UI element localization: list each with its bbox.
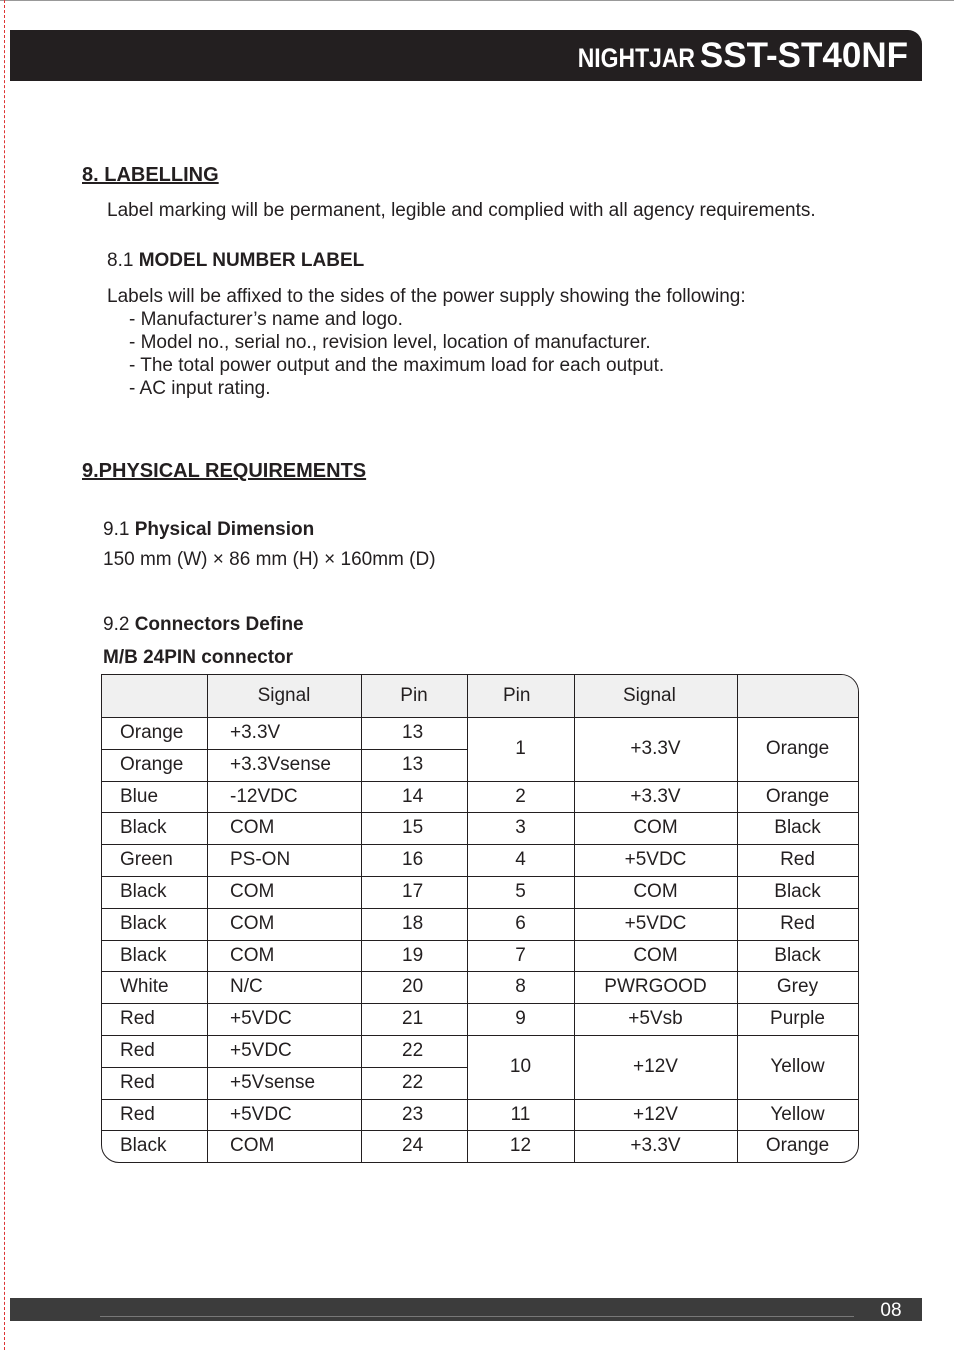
subsection-8-1	[107, 250, 364, 272]
table-cell: 24	[402, 1135, 424, 1157]
page-number: 08	[880, 1300, 902, 1321]
subsection-number: 9.2	[103, 614, 130, 635]
table-cell: Black	[774, 880, 821, 902]
table-cell: PWRGOOD	[604, 976, 707, 998]
list-item: - Model no., serial no., revision level, location of manufacturer.	[129, 332, 651, 353]
table-cell: Red	[120, 1039, 155, 1061]
table-cell: +3.3V	[630, 737, 681, 759]
table-rule	[102, 1099, 467, 1100]
table-cell: N/C	[230, 976, 263, 998]
table-rule	[102, 749, 467, 750]
table-cell: Purple	[770, 1008, 825, 1030]
table-cell: Red	[120, 1071, 155, 1093]
top-rule	[0, 0, 954, 1]
table-cell: +12V	[633, 1055, 678, 1077]
table-cell: 3	[515, 817, 526, 839]
table-cell: COM	[230, 817, 275, 839]
table-rule	[467, 1099, 858, 1100]
table-cell: Black	[120, 817, 167, 839]
table-cell: 15	[402, 817, 424, 839]
table-rule	[102, 781, 467, 782]
table-cell: Green	[120, 849, 173, 871]
table-cell: 20	[402, 976, 424, 998]
table-cell: 4	[515, 849, 526, 871]
table-cell: Black	[120, 880, 167, 902]
model-name: SST-ST40NF	[699, 36, 908, 75]
table-rule	[102, 1035, 467, 1036]
list-item: - AC input rating.	[129, 378, 271, 399]
table-cell: Black	[774, 944, 821, 966]
table-cell: PS-ON	[230, 849, 291, 871]
table-cell: Red	[780, 912, 815, 934]
table-cell: Black	[120, 912, 167, 934]
table-cell: Signal	[623, 685, 676, 706]
table-rule	[102, 876, 467, 877]
table-cell: Orange	[765, 1135, 830, 1157]
table-cell: 14	[402, 785, 424, 807]
table-cell: Red	[120, 1103, 155, 1125]
table-cell: +12V	[633, 1103, 678, 1125]
cut-line	[4, 0, 5, 1350]
table-rule	[467, 1003, 858, 1004]
dimension-text: 150 mm (W) × 86 mm (H) × 160mm (D)	[103, 549, 436, 570]
table-cell: 22	[402, 1039, 424, 1061]
table-cell: 8	[515, 976, 526, 998]
table-cell: Orange	[120, 753, 184, 775]
table-cell: Black	[120, 944, 167, 966]
footer-line	[100, 1316, 854, 1317]
table-cell: 13	[402, 753, 424, 775]
table-cell: +5Vsb	[628, 1008, 683, 1030]
table-cell: COM	[230, 944, 275, 966]
table-rule	[102, 971, 467, 972]
subsection-title: MODEL NUMBER LABEL	[138, 250, 365, 271]
table-rule	[102, 1003, 467, 1004]
section-8-intro: Label marking will be permanent, legible and complied with all agency requirements.	[107, 200, 816, 221]
table-rule	[102, 812, 467, 813]
table-cell: 13	[402, 721, 424, 743]
header-title	[557, 36, 908, 76]
table-cell: Orange	[765, 737, 830, 759]
table-cell: +3.3V	[230, 721, 281, 743]
table-cell: +5VDC	[230, 1103, 292, 1125]
table-rule	[467, 844, 858, 845]
table-cell: 9	[515, 1008, 526, 1030]
list-item: - Manufacturer’s name and logo.	[129, 309, 403, 330]
section-9-title: 9.PHYSICAL REQUIREMENTS	[82, 460, 367, 482]
table-rule	[102, 1067, 467, 1068]
table-cell: +5VDC	[230, 1008, 292, 1030]
table-cell: 18	[402, 912, 424, 934]
subsection-number: 9.1	[103, 519, 130, 540]
table-cell: 16	[402, 849, 424, 871]
table-cell: 23	[402, 1103, 424, 1125]
table-cell: Orange	[765, 785, 830, 807]
table-rule	[467, 1130, 858, 1131]
label-lead: Labels will be affixed to the sides of the power supply showing the following:	[107, 286, 746, 307]
table-rule	[102, 1130, 467, 1131]
table-cell: +5VDC	[624, 849, 687, 871]
table-rule	[102, 717, 858, 718]
table-rule	[467, 908, 858, 909]
connector-table	[101, 674, 859, 1163]
table-cell: +5VDC	[230, 1039, 292, 1061]
table-cell: Red	[780, 849, 815, 871]
subsection-title: Connectors Define	[134, 614, 304, 635]
table-rule	[102, 844, 467, 845]
footer-bar	[10, 1298, 922, 1321]
table-cell: COM	[230, 912, 275, 934]
header-bar	[10, 30, 922, 81]
table-cell: COM	[633, 880, 678, 902]
table-cell: 17	[402, 880, 424, 902]
table-cell: -12VDC	[230, 785, 298, 807]
table-cell: Orange	[120, 721, 184, 743]
table-cell: Black	[774, 817, 821, 839]
table-cell: 11	[510, 1103, 531, 1125]
table-rule	[467, 1035, 858, 1036]
table-cell: COM	[633, 944, 678, 966]
table-cell: 7	[515, 944, 526, 966]
table-cell: 1	[515, 737, 526, 759]
table-cell: 10	[509, 1055, 532, 1077]
section-8-title: 8. LABELLING	[82, 164, 219, 186]
table-cell: 6	[515, 912, 526, 934]
table-cell: COM	[230, 880, 275, 902]
table-cell: +3.3V	[630, 785, 681, 807]
table-cell: +3.3V	[630, 1135, 681, 1157]
table-cell: COM	[230, 1135, 275, 1157]
table-cell: +3.3Vsense	[230, 753, 331, 775]
table-cell: Yellow	[770, 1103, 825, 1125]
table-cell: +5Vsense	[230, 1071, 316, 1093]
table-cell: COM	[633, 817, 678, 839]
subsection-9-1	[103, 519, 314, 541]
table-rule	[102, 940, 467, 941]
table-cell: Pin	[400, 685, 428, 706]
label-items	[129, 308, 664, 400]
table-rule	[467, 876, 858, 877]
subsection-9-2	[103, 614, 304, 636]
brand-name: NIGHTJAR	[578, 43, 696, 73]
table-rule	[102, 908, 467, 909]
table-cell: Blue	[120, 785, 159, 807]
table-rule	[467, 812, 858, 813]
table-cell: 5	[515, 880, 526, 902]
table-cell: 21	[402, 1008, 424, 1030]
table-rule	[467, 971, 858, 972]
table-cell: 19	[402, 944, 424, 966]
table-cell: Signal	[257, 685, 311, 706]
table-cell: +5VDC	[624, 912, 687, 934]
table-cell: Pin	[503, 685, 531, 706]
table-cell: 22	[402, 1071, 424, 1093]
table-rule	[467, 940, 858, 941]
table-cell: 12	[509, 1135, 532, 1157]
subsection-title: Physical Dimension	[134, 519, 315, 540]
subsection-number: 8.1	[107, 250, 134, 271]
list-item: - The total power output and the maximum load for each output.	[129, 355, 665, 376]
table-cell: Yellow	[770, 1055, 825, 1077]
table-cell: 2	[515, 785, 526, 807]
table-cell: Grey	[776, 976, 819, 998]
table-cell: Red	[120, 1008, 155, 1030]
table-cell: Black	[120, 1135, 167, 1157]
table-rule	[467, 781, 858, 782]
table-cell: White	[120, 976, 169, 998]
connector-title: M/B 24PIN connector	[103, 647, 294, 668]
